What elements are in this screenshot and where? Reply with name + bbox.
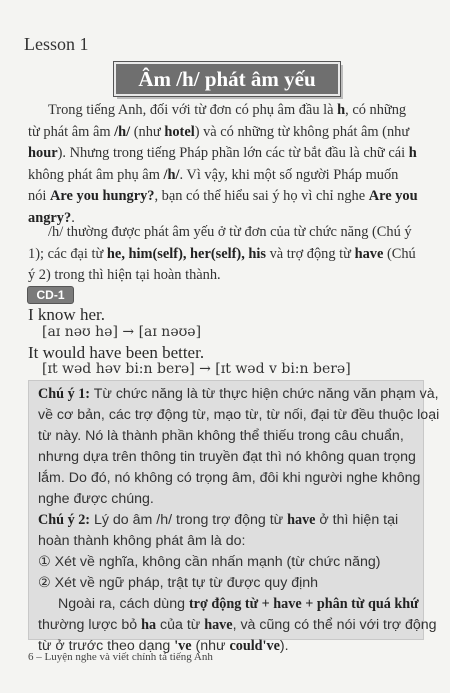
text-line: từ phát âm âm /h/ (như hotel) và có những từ không phát âm (như [28, 123, 410, 140]
text-line: angry?. [28, 209, 75, 226]
text-line: ① Xét về nghĩa, không cần nhấn mạnh (từ chức năng) [38, 554, 381, 570]
text-line: /h/ thường được phát âm yếu ở từ đơn của từ chức năng (Chú ý [48, 224, 412, 240]
text-line: 1); các đại từ he, him(self), her(self), his và trợ động từ have (Chú [28, 245, 416, 262]
example-phonetic: [aɪ nəʊ hə] → [aɪ nəʊə] [42, 324, 202, 340]
example-sentence: It would have been better. [28, 343, 205, 362]
cd-track-badge: CD-1 [28, 287, 73, 303]
text-line: về cơ bản, các trợ động từ, mạo từ, từ nối, đại từ đều thuộc loại [38, 407, 440, 423]
text-line: nói Are you hungry?, bạn có thể hiểu sai ý họ vì chỉ nghe Are you [28, 188, 418, 204]
text-line: ② Xét về ngữ pháp, trật tự từ được quy định [38, 575, 319, 591]
text-line: thường lược bỏ ha của từ have, và cũng có thể nói với trợ động [38, 617, 437, 633]
text-line: từ này. Nó là thành phần không thể thiếu trong câu chuẩn, [38, 428, 404, 444]
note-1 [38, 384, 440, 510]
text-line: hoàn thành không phát âm là do: [38, 533, 246, 549]
example-phonetic: [ɪt wəd həv bi:n berə] → [ɪt wəd v bi:n berə] [42, 361, 351, 377]
lesson-label: Lesson 1 [24, 34, 89, 54]
example-sentence: I know her. [28, 305, 105, 324]
page-footer: 6 – Luyện nghe và viết chính tả tiếng Anh [28, 651, 213, 663]
text-line: lắm. Do đó, nó không có trọng âm, đôi khi người nghe không [38, 470, 421, 486]
text-line: Chú ý 1: Từ chức năng là từ thực hiện chức năng văn phạm và, [38, 386, 439, 402]
text-line: từ ở trước theo dạng 've (như could've). [38, 638, 289, 654]
rule-paragraph [28, 222, 424, 287]
text-line: Trong tiếng Anh, đối với từ đơn có phụ âm đầu là h, có những [48, 102, 407, 118]
text-line: không phát âm phụ âm /h/. Vì vậy, khi một số người Pháp muốn [28, 166, 399, 183]
text-line: Chú ý 2: Lý do âm /h/ trong trợ động từ have ở thì hiện tại [38, 512, 399, 528]
intro-paragraph [28, 100, 424, 229]
note-2 [38, 510, 437, 657]
text-line: Ngoài ra, cách dùng trợ động từ + have + phân từ quá khứ [58, 596, 419, 612]
text-line: nghe được chúng. [38, 491, 154, 507]
lesson-title: Âm /h/ phát âm yếu [114, 62, 340, 96]
text-line: nhưng dựa trên thông tin truyền đạt thì nó không quan trọng [38, 449, 416, 465]
text-line: hour). Nhưng trong tiếng Pháp phần lớn các từ bắt đầu là chữ cái h [28, 145, 417, 161]
text-line: ý 2) trong thì hiện tại hoàn thành. [28, 267, 221, 283]
